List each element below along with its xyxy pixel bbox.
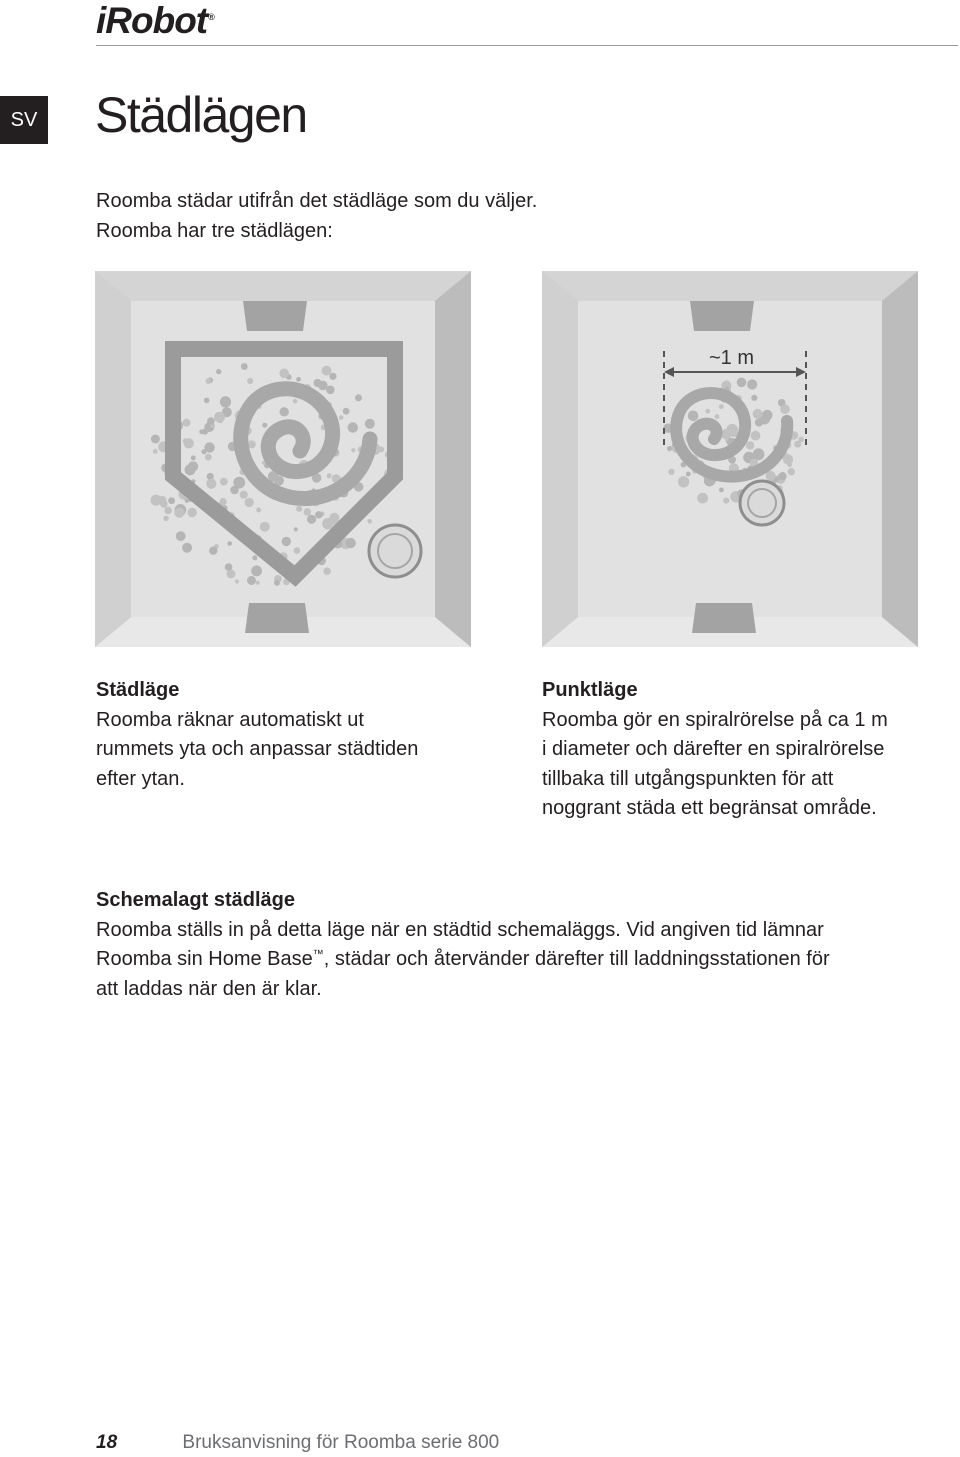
- mode-scheduled: Schemalagt städläge Roomba ställs in på detta läge när en städtid schemaläggs. Vid angiven tid lämnar Roomba sin Home Base™, städar och återvänder därefter till laddningsstationen för att laddas när den är klar.: [96, 886, 956, 1004]
- mode-heading: Punktläge: [542, 679, 638, 701]
- intro-text: Roomba städar utifrån det städläge som du väljer. Roomba har tre städlägen:: [96, 190, 538, 242]
- dimension-label: ~1 m: [709, 347, 755, 369]
- spot-clean-illustration: [542, 271, 918, 647]
- page-number: 18: [96, 1432, 118, 1453]
- roomba-icon: [740, 481, 784, 525]
- language-tab: SV: [0, 96, 48, 144]
- auto-clean-illustration: [95, 271, 471, 647]
- irobot-logo: iRobot®: [96, 0, 214, 41]
- manual-title: Bruksanvisning för Roomba serie 800: [182, 1432, 500, 1453]
- page-footer: [96, 1432, 499, 1454]
- header-rule: [96, 45, 958, 46]
- mode-auto: Städläge Roomba räknar automatiskt ut rummets yta och anpassar städtiden efter ytan.: [96, 676, 516, 794]
- roomba-icon: [369, 525, 421, 577]
- mode-spot: Punktläge Roomba gör en spiralrörelse på ca 1 m i diameter och därefter en spiralrörelse tillbaka till utgångspunkten för att noggrant städa ett begränsat område.: [542, 676, 952, 824]
- mode-heading: Städläge: [96, 679, 180, 701]
- mode-heading: Schemalagt städläge: [96, 889, 295, 911]
- page-title: Städlägen: [95, 87, 307, 143]
